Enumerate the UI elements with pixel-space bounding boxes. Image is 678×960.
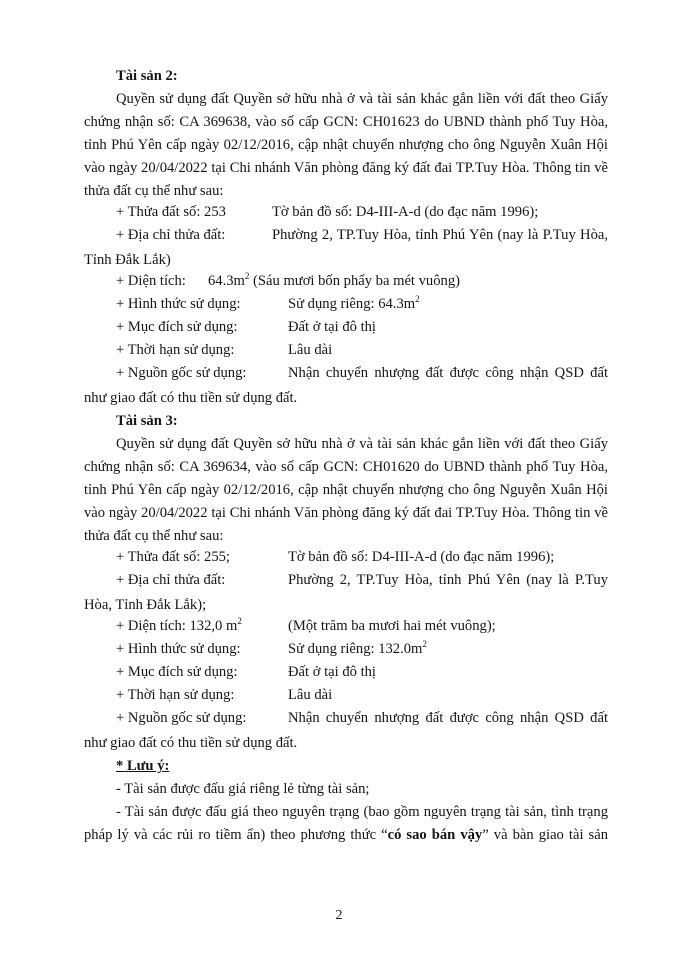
asset2-term-label: + Thời hạn sử dụng: [116, 342, 235, 358]
asset3-purpose-value: Đất ở tại đô thị [288, 664, 376, 680]
asset2-origin-value: Nhận chuyển nhượng đất được công nhận QSD đất [288, 365, 608, 381]
asset3-term-label: + Thời hạn sử dụng: [116, 687, 235, 703]
asset3-address-value: Phường 2, TP.Tuy Hòa, tỉnh Phú Yên (nay là P.Tuy [288, 572, 608, 588]
asset2-para-line: chứng nhận số: CA 369638, vào số cấp GCN: CH01623 do UBND thành phố Tuy Hòa, [84, 114, 608, 130]
asset2-para-line: tỉnh Phú Yên cấp ngày 02/12/2016, cập nhật chuyển nhượng cho ông Nguyễn Xuân Hội [84, 137, 608, 153]
asset2-term-value: Lâu dài [288, 342, 333, 358]
asset3-para-line: vào ngày 20/04/2022 tại Chi nhánh Văn phòng đăng ký đất đai TP.Tuy Hòa. Thông tin về [84, 505, 608, 521]
asset2-purpose-value: Đất ở tại đô thị [288, 319, 376, 335]
asset3-form-value: Sử dụng riêng: $132.0m^2$ [288, 639, 427, 657]
asset2-parcel: + Thửa đất số: 253 [116, 204, 226, 220]
asset3-origin-label: + Nguồn gốc sử dụng: [116, 710, 247, 726]
asset2-address-value: Phường 2, TP.Tuy Hòa, tỉnh Phú Yên (nay là P.Tuy Hòa, [272, 227, 608, 243]
asset2-title: Tài sản 2: [116, 68, 178, 84]
asset3-para-line: tỉnh Phú Yên cấp ngày 02/12/2016, cập nhật chuyển nhượng cho ông Nguyễn Xuân Hội [84, 482, 608, 498]
asset3-para-line: chứng nhận số: CA 369634, vào số cấp GCN: CH01620 do UBND thành phố Tuy Hòa, [84, 459, 608, 475]
asset2-para-line: thửa đất cụ thể như sau: [84, 183, 224, 199]
asset3-title: Tài sản 3: [116, 413, 178, 429]
asset2-address-label: + Địa chỉ thửa đất: [116, 227, 226, 243]
asset2-address-cont: Tỉnh Đắk Lắk) [84, 252, 171, 268]
asset3-purpose-label: + Mục đích sử dụng: [116, 664, 238, 680]
asset3-para-line: thửa đất cụ thể như sau: [84, 528, 224, 544]
asset2-para-line: Quyền sử dụng đất Quyền sở hữu nhà ở và tài sản khác gắn liền với đất theo Giấy [116, 91, 608, 107]
note-bold-phrase: có sao bán vậy [387, 827, 483, 843]
note-para-line: - Tài sản được đấu giá theo nguyên trạng (bao gồm nguyên trạng tài sản, tình trạng [116, 804, 608, 820]
asset2-form-label: + Hình thức sử dụng: [116, 296, 241, 312]
asset2-map-sheet: Tờ bản đồ số: D4-III-A-d (do đạc năm 1996); [272, 204, 539, 220]
asset3-origin-cont: như giao đất có thu tiền sử dụng đất. [84, 735, 298, 751]
asset2-area-label: + Diện tích: [116, 273, 186, 289]
asset2-purpose-label: + Mục đích sử dụng: [116, 319, 238, 335]
asset2-para-line: vào ngày 20/04/2022 tại Chi nhánh Văn phòng đăng ký đất đai TP.Tuy Hòa. Thông tin về [84, 160, 608, 176]
asset3-address-cont: Hòa, Tỉnh Đắk Lắk); [84, 597, 207, 613]
asset3-origin-value: Nhận chuyển nhượng đất được công nhận QSD đất [288, 710, 608, 726]
asset3-area-label: + Diện tích: 132,0 $m^2$ [116, 616, 242, 634]
asset2-form-value: Sử dụng riêng: $64.3m^2$ [288, 294, 420, 312]
asset2-origin-cont: như giao đất có thu tiền sử dụng đất. [84, 390, 298, 406]
asset2-area-value: $64.3m^2$ (Sáu mươi bốn phẩy ba mét vuông) [208, 271, 460, 289]
note-item: - Tài sản được đấu giá riêng lẻ từng tài sản; [116, 781, 370, 797]
page-number: 2 [335, 908, 343, 923]
asset3-para-line: Quyền sử dụng đất Quyền sở hữu nhà ở và tài sản khác gắn liền với đất theo Giấy [116, 436, 608, 452]
asset3-term-value: Lâu dài [288, 687, 333, 703]
asset3-map-sheet: Tờ bản đồ số: D4-III-A-d (do đạc năm 1996); [288, 549, 555, 565]
asset3-address-label: + Địa chỉ thửa đất: [116, 572, 226, 588]
asset3-form-label: + Hình thức sử dụng: [116, 641, 241, 657]
asset3-parcel: + Thửa đất số: 255; [116, 549, 230, 565]
note-para-line: pháp lý và các rủi ro tiềm ẩn) theo phương thức “có sao bán vậy” và bàn giao tài sản [84, 827, 609, 843]
note-title: * Lưu ý: [116, 758, 170, 774]
asset2-origin-label: + Nguồn gốc sử dụng: [116, 365, 247, 381]
asset3-area-words: (Một trăm ba mươi hai mét vuông); [288, 618, 496, 634]
